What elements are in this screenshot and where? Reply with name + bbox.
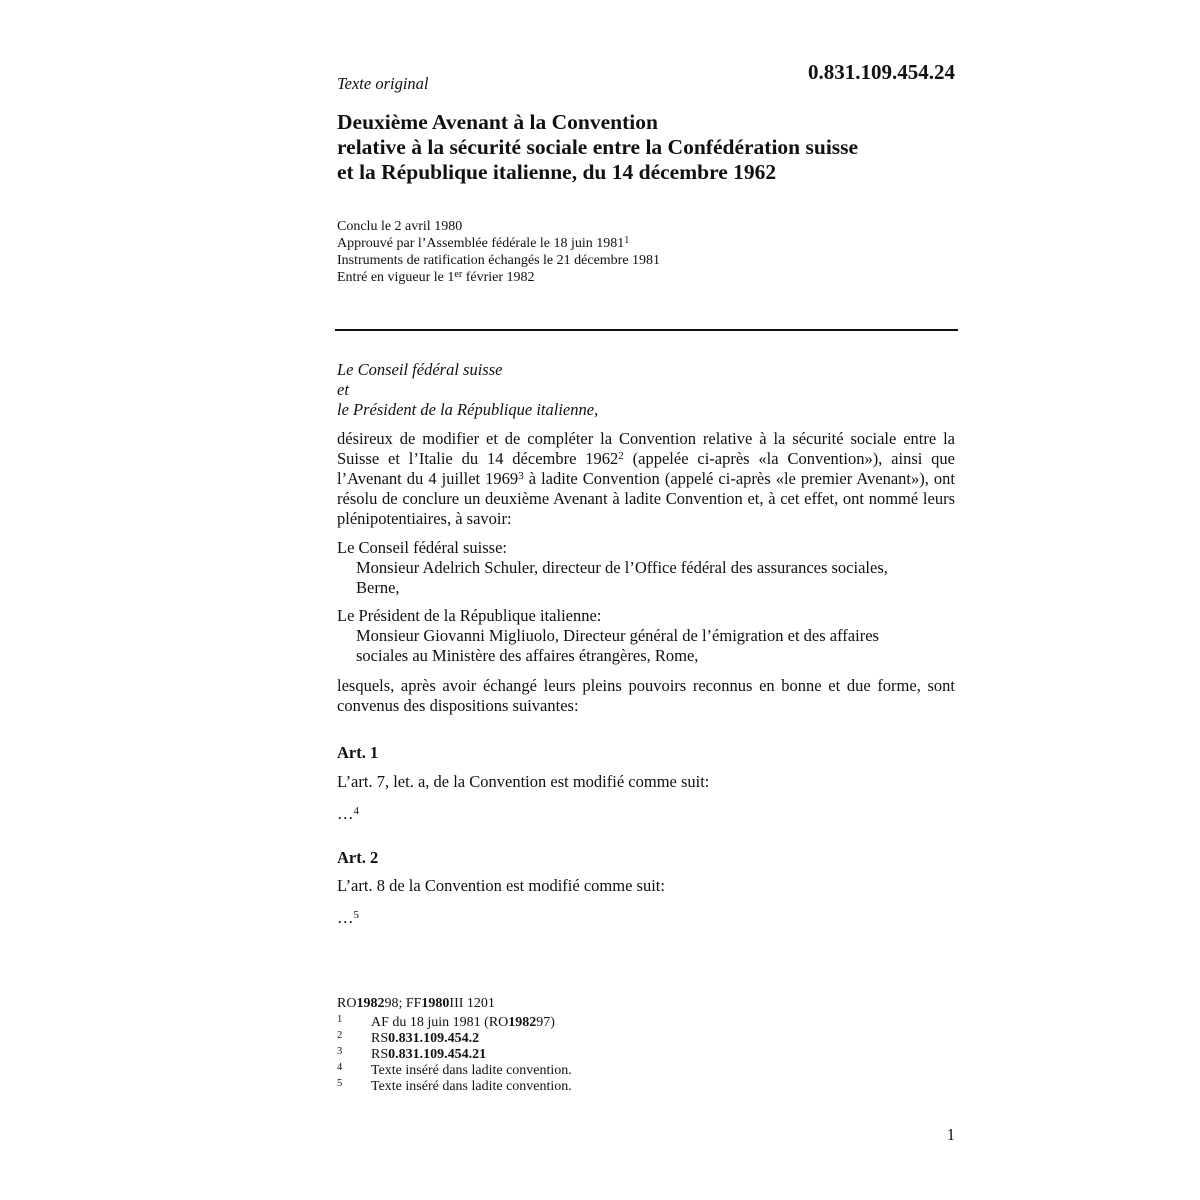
footnotes	[337, 996, 572, 1095]
approval-date: Approuvé par l’Assemblée fédérale le 18 juin 1981$^1$	[337, 235, 630, 251]
concluded-date: Conclu le 2 avril 1980	[337, 219, 463, 234]
article-1-ellipsis: …$^4$	[337, 804, 359, 823]
representative-city: sociales au Ministère des affaires étrangères, Rome,	[356, 646, 699, 665]
swiss-plenipotentiary	[337, 538, 955, 598]
footnote-number: 2	[337, 1030, 343, 1041]
article-2-ellipsis: …$^5$	[337, 908, 359, 927]
article-1-text: L’art. 7, let. a, de la Convention est modifié comme suit:	[337, 772, 710, 791]
party-line: le Président de la République italienne,	[337, 400, 599, 419]
representative: Monsieur Adelrich Schuler, directeur de l’Office fédéral des assurances sociales,	[356, 558, 888, 577]
contracting-parties	[337, 360, 955, 420]
footnote-number: 5	[337, 1078, 343, 1089]
footnote-ref: 5	[353, 909, 359, 921]
preamble-paragraph: désireux de modifier et de compléter la Convention relative à la sécurité sociale entre la Suisse et l’Italie du 14 décembre 1962$^2$ (appelée ci-après «la Convention»), ainsi que l’Avenant du 4 juillet 1969$^3$ à ladite Convention (appelé ci-après «le premier Avenant»), ont résolu de conclure un deuxième Avenant à ladite Convention et, à cet effet, ont nommé leurs plénipotentiaires, à savoir:	[337, 429, 956, 528]
article-1-title: Art. 1	[337, 743, 379, 762]
ratification-date: Instruments de ratification échangés le 21 décembre 1981	[337, 253, 661, 268]
title-line: et la République italienne, du 14 décembre 1962	[337, 160, 777, 184]
preamble-closing: lesquels, après avoir échangé leurs pleins pouvoirs reconnus en bonne et due forme, sont convenus des dispositions suivantes:	[337, 676, 955, 715]
footnote-ref: 3	[518, 470, 524, 482]
representative: Monsieur Giovanni Migliuolo, Directeur général de l’émigration et des affaires	[356, 626, 879, 645]
title-line: Deuxième Avenant à la Convention	[337, 110, 658, 134]
horizontal-divider	[335, 329, 958, 331]
original-text-label: Texte original	[337, 74, 429, 93]
footnote: 1 AF du 18 juin 1981 (RO 1982 97)	[337, 1014, 555, 1030]
party-label: Le Président de la République italienne:	[337, 606, 602, 625]
representative-city: Berne,	[356, 578, 400, 597]
footnote: 4 Texte inséré dans ladite convention.	[337, 1062, 572, 1078]
document-metadata	[337, 218, 660, 286]
italian-plenipotentiary	[337, 606, 955, 666]
document-title	[337, 110, 977, 185]
footnote: 2 RS 0.831.109.454.2	[337, 1030, 480, 1046]
footnote-number: 1	[337, 1014, 343, 1025]
article-2-title: Art. 2	[337, 848, 379, 867]
article-2-text: L’art. 8 de la Convention est modifié comme suit:	[337, 876, 665, 895]
document-number: 0.831.109.454.24	[808, 60, 955, 84]
entry-into-force: Entré en vigueur le 1er février 1982	[337, 269, 535, 285]
footnote: 5 Texte inséré dans ladite convention.	[337, 1078, 572, 1094]
footnote-ref: 4	[353, 805, 359, 817]
footnote: 3 RS 0.831.109.454.21	[337, 1046, 487, 1062]
title-line: relative à la sécurité sociale entre la Confédération suisse	[337, 135, 859, 159]
footnote-number: 3	[337, 1046, 343, 1057]
footnote-ref: 1	[624, 235, 630, 246]
footnote-number: 4	[337, 1062, 343, 1073]
party-line: Le Conseil fédéral suisse	[337, 360, 503, 379]
party-label: Le Conseil fédéral suisse:	[337, 538, 507, 557]
page-number: 1	[946, 1125, 955, 1144]
footnote-ref: 2	[618, 450, 624, 462]
source-reference: RO 1982 98; FF 1980 III 1201	[337, 996, 495, 1011]
party-line: et	[337, 380, 349, 399]
